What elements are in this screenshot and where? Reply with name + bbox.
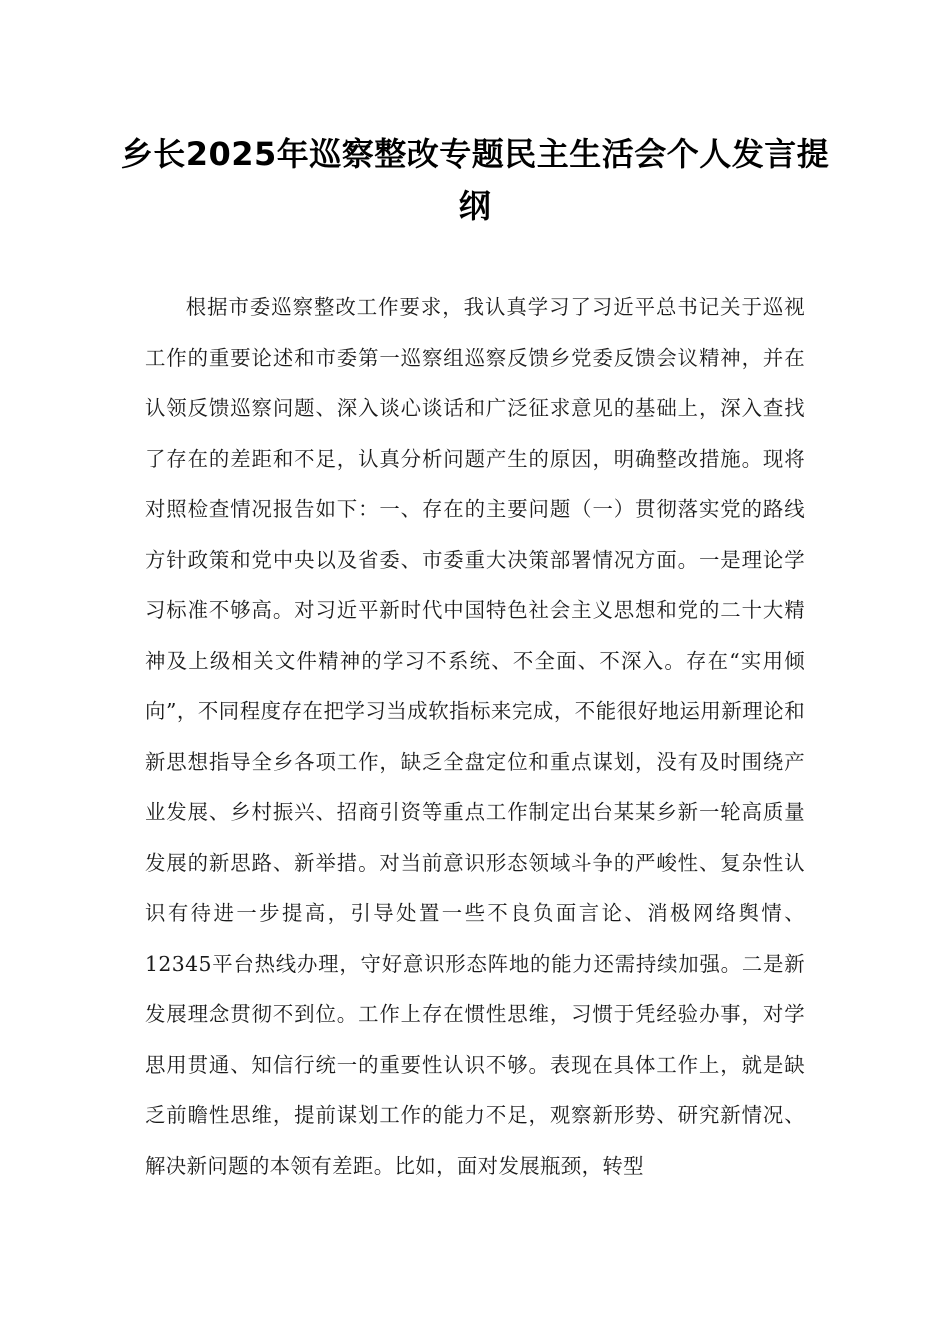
document-title: 乡长2025年巡察整改专题民主生活会个人发言提纲 <box>120 135 830 225</box>
body-paragraph: 根据市委巡察整改工作要求，我认真学习了习近平总书记关于巡视工作的重要论述和市委第一巡察组巡察反馈乡党委反馈会议精神，并在认领反馈巡察问题、深入谈心谈话和广泛征求意见的基础上，深入查找了存在的差距和不足，认真分析问题产生的原因，明确整改措施。现将对照检查情况报告如下：一、存在的主要问题（一）贯彻落实党的路线方针政策和党中央以及省委、市委重大决策部署情况方面。一是理论学习标准不够高。对习近平新时代中国特色社会主义思想和党的二十大精神及上级相关文件精神的学习不系统、不全面、不深入。存在“实用倾向”，不同程度存在把学习当成软指标来完成，不能很好地运用新理论和新思想指导全乡各项工作，缺乏全盘定位和重点谋划，没有及时围绕产业发展、乡村振兴、招商引资等重点工作制定出台某某乡新一轮高质量发展的新思路、新举措。对当前意识形态领域斗争的严峻性、复杂性认识有待进一步提高，引导处置一些不良负面言论、消极网络舆情、12345平台热线办理，守好意识形态阵地的能力还需持续加强。二是新发展理念贯彻不到位。工作上存在惯性思维，习惯于凭经验办事，对学思用贯通、知信行统一的重要性认识不够。表现在具体工作上，就是缺乏前瞻性思维，提前谋划工作的能力不足，观察新形势、研究新情况、解决新问题的本领有差距。比如，面对发展瓶颈，转型 <box>145 295 805 1178</box>
